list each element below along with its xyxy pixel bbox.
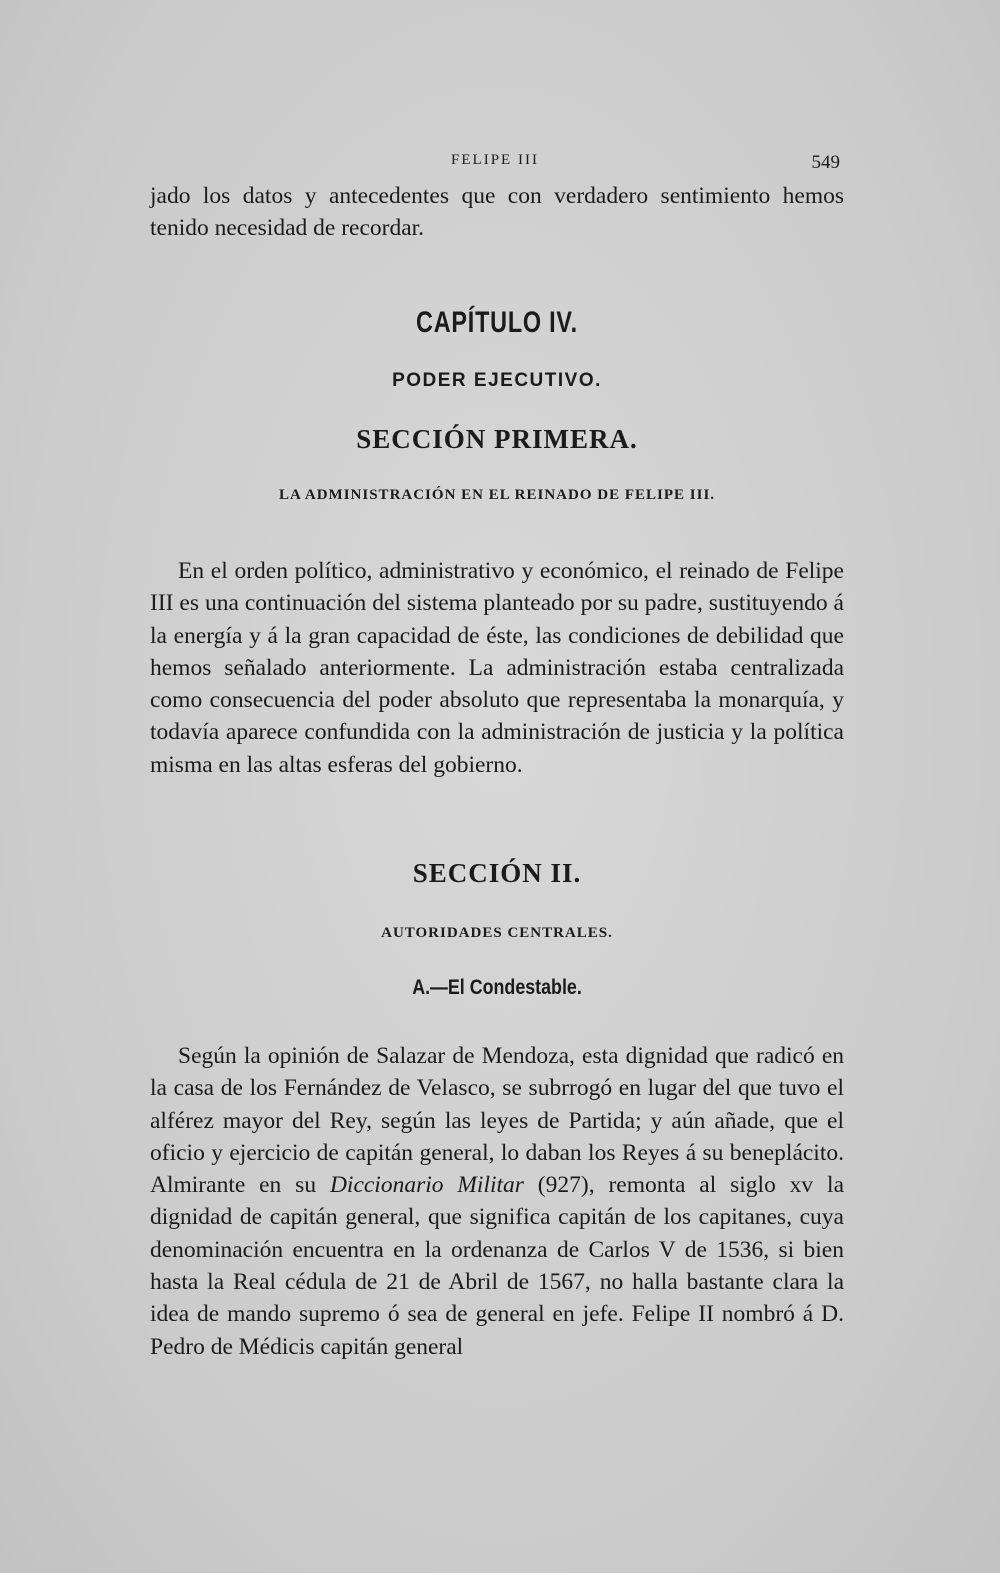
section-2-paragraph-end: (927), remonta al siglo xv la dignidad de capitán general, que significa capitán de los capitanes, cuya denominación encuentra en la ordenanza de Carlos V de 1536, si bien hasta la Real cédula de 21 de Abril de 1567, no halla bastante clara la idea de mando supremo ó sea de general en jefe. Felipe II nombró á D. Pedro de Médicis capitán general [150,1172,844,1360]
chapter-subtitle: PODER EJECUTIVO. [392,370,602,391]
section-2-subheading: A.—El Condestable. [412,976,582,999]
section-2-paragraph-italic: Diccionario Militar [329,1172,524,1199]
running-title: FELIPE III [451,152,539,168]
section-2-paragraph-start: Según la opinión de Salazar de Mendoza, esta dignidad que radicó en la casa de los Fernández de Velasco, se subrrogó en lugar del que tuvo el alférez mayor del Rey, según las leyes de Partida; y aún añade, que el oficio y ejercicio de capitán general, lo daban los Reyes á su beneplácito. Almirante en su [150,1043,844,1199]
section-1-paragraph: En el orden político, administrativo y económico, el reinado de Felipe III es una continuación del sistema planteado por su padre, sustituyendo á la energía y á la gran capacidad de éste, las condiciones de debilidad que hemos señalado anteriormente. La administración estaba centralizada como consecuencia del poder absoluto que representaba la monarquía, y todavía aparece confundida con la administración de justicia y la política misma en las altas esferas del gobierno. [150,558,844,778]
page-number: 549 [811,152,840,173]
section-1-title: SECCIÓN PRIMERA. [356,424,638,454]
running-head [150,152,840,176]
section-2-title: SECCIÓN II. [412,858,582,888]
section-2-paragraph [150,1040,844,1363]
section-1-subtitle: LA ADMINISTRACIÓN EN EL REINADO DE FELIPE III. [278,487,716,503]
chapter-title: CAPÍTULO IV. [416,306,578,339]
section-2-subtitle: AUTORIDADES CENTRALES. [381,925,613,941]
intro-paragraph: jado los datos y antecedentes que con verdadero sentimiento hemos tenido necesidad de recordar. [150,183,844,242]
